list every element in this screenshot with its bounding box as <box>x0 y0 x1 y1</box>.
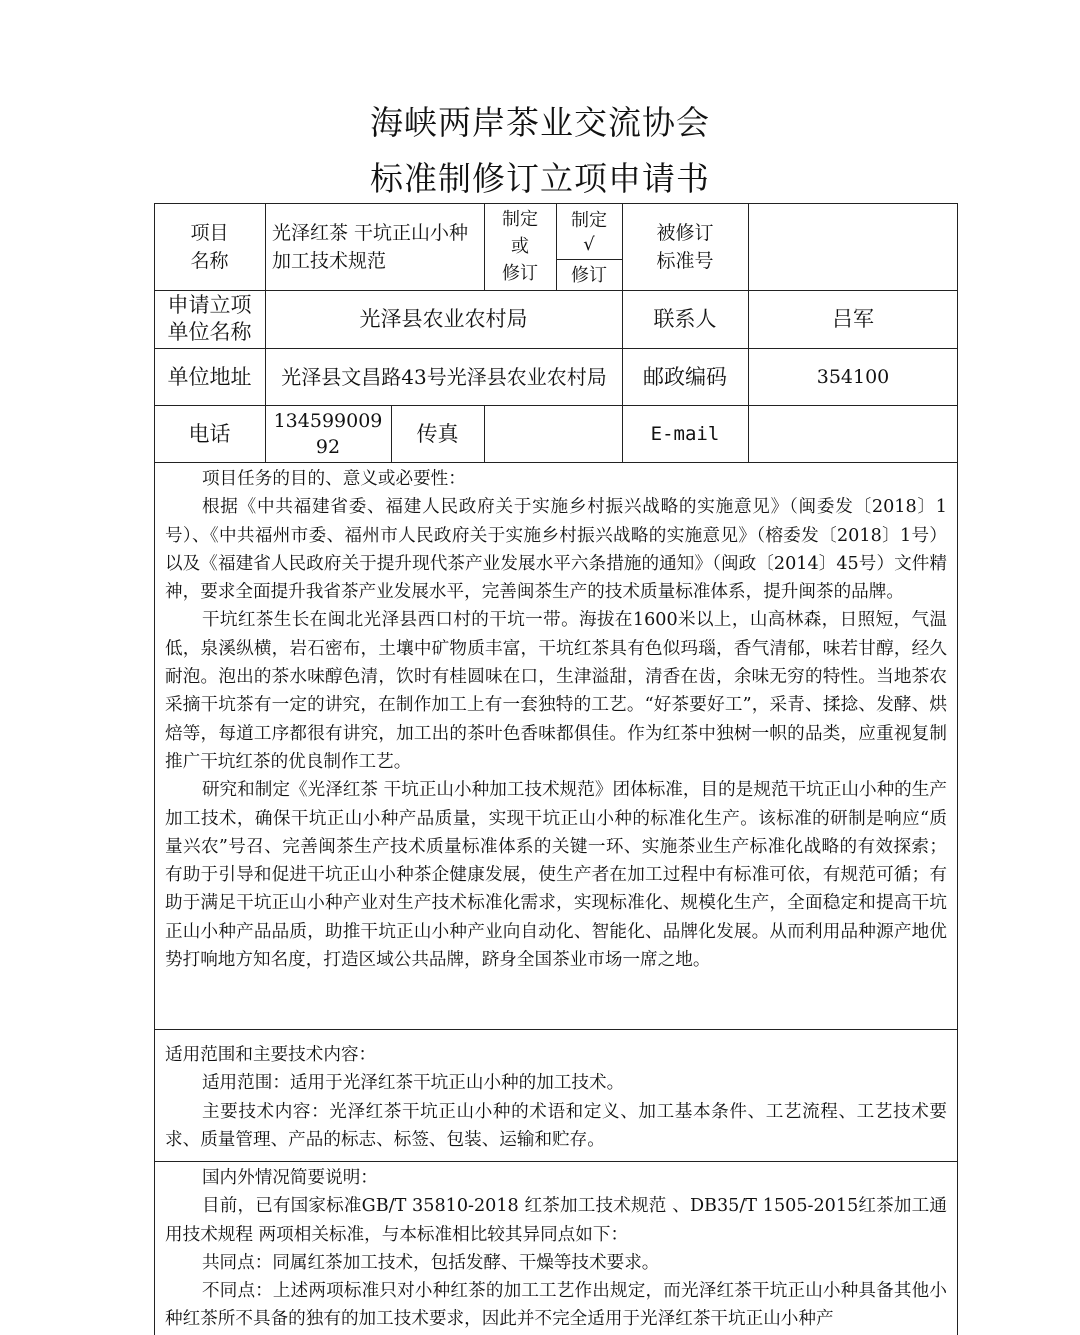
address-label: 单位地址 <box>167 364 252 389</box>
document-title-line-2: 标准制修订立项申请书 <box>370 159 710 198</box>
fax-value <box>484 405 622 462</box>
section-heading: 项目任务的目的、意义或必要性： <box>201 469 466 489</box>
label-line: 被修订 <box>656 221 714 244</box>
contact-label: 联系人 <box>653 307 717 331</box>
email-label: E-mail <box>650 422 720 445</box>
fax-label: 传真 <box>416 421 459 446</box>
revised-standard-label <box>622 203 748 290</box>
paragraph: 目前，已有国家标准GB/T 35810-2018 红茶加工技术规范 、DB35/T 1505-2015红茶加工通用技术规程 两项相关标准，与本标准相比较其异同点如下： <box>165 1196 947 1245</box>
email-value <box>748 405 958 462</box>
paragraph: 适用范围：适用于光泽红茶干坑正山小种的加工技术。 <box>201 1073 625 1094</box>
applicant-label <box>154 290 265 348</box>
contact-value: 吕军 <box>832 307 874 331</box>
paragraph: 主要技术内容：光泽红茶干坑正山小种的术语和定义、加工基本条件、工艺流程、工艺技术要求、质量管理、产品的标志、标签、包装、运输和贮存。 <box>165 1101 947 1150</box>
label-line: 或 <box>511 236 529 257</box>
phone-line: 134599009 <box>273 409 383 432</box>
postcode-label: 邮政编码 <box>643 364 727 389</box>
label-line: 修订 <box>502 263 538 284</box>
checkmark: √ <box>583 233 595 255</box>
phone-line: 92 <box>315 435 341 458</box>
paragraph: 共同点：同属红茶加工技术，包括发酵、干燥等技术要求。 <box>201 1252 660 1273</box>
project-name-label <box>154 203 265 290</box>
phone-label: 电话 <box>188 421 231 446</box>
section-heading: 国内外情况简要说明： <box>201 1168 378 1188</box>
table-rule <box>154 1161 958 1162</box>
domestic-foreign-status-section <box>165 1164 947 1334</box>
type-option-revise: 修订 <box>571 264 607 286</box>
type-option-establish: 制定 <box>571 209 607 231</box>
purpose-section <box>165 465 947 974</box>
table-rule <box>154 1029 958 1030</box>
phone-value <box>265 405 391 462</box>
label-line: 申请立项 <box>167 293 252 317</box>
label-line: 制定 <box>502 209 538 230</box>
project-name-value: 光泽红茶 干坑正山小种加工技术规范 <box>272 221 469 272</box>
section-heading: 适用范围和主要技术内容： <box>165 1045 377 1065</box>
paragraph: 研究和制定《光泽红茶 干坑正山小种加工技术规范》团体标准，目的是规范干坑正山小种的生产加工技术，确保干坑正山小种产品质量，实现干坑正山小种的标准化生产。该标准的研制是响应“质量兴农”号召、完善闽茶生产技术质量标准体系的关键一环、实施茶业生产标准化战略的有效探索；有助于引导和促进干坑正山小种茶企健康发展，使生产者在加工过程中有标准可依，有规范可循；有助于满足干坑正山小种产业对生产技术标准化需求，实现标准化、规模化生产，全面稳定和提高干坑正山小种产品品质，助推干坑正山小种产业向自动化、智能化、品牌化发展。从而利用品种源产地优势打响地方知名度，打造区域公共品牌，跻身全国茶业市场一席之地。 <box>165 780 947 971</box>
type-label <box>484 203 556 290</box>
scope-section <box>165 1041 947 1154</box>
paragraph: 不同点：上述两项标准只对小种红茶的加工工艺作出规定，而光泽红茶干坑正山小种具备其他小种红茶所不具备的独有的加工技术要求，因此并不完全适用于光泽红茶干坑正山小种产 <box>165 1281 947 1330</box>
paragraph: 干坑红茶生长在闽北光泽县西口村的干坑一带。海拔在1600米以上，山高林森，日照短，气温低，泉溪纵横，岩石密布，土壤中矿物质丰富，干坑红茶具有色似玛瑙，香气清郁，味若甘醇，经久耐泡。泡出的茶水味醇色清，饮时有桂圆味在口，生津溢甜，清香在齿，余味无穷的特性。当地茶农采摘干坑茶有一定的讲究，在制作加工上有一套独特的工艺。“好茶要好工”，采青、揉捻、发酵、烘焙等，每道工序都很有讲究，加工出的茶叶色香味都俱佳。作为红茶中独树一帜的品类，应重视复制推广干坑红茶的优良制作工艺。 <box>165 610 947 772</box>
table-rule <box>154 462 958 463</box>
document-title-line-1: 海峡两岸茶业交流协会 <box>370 103 710 142</box>
revised-standard-value <box>748 203 958 290</box>
label-line: 单位名称 <box>167 320 252 344</box>
type-value <box>556 203 622 259</box>
label-line: 标准号 <box>656 249 714 272</box>
label-line: 名称 <box>190 249 229 272</box>
postcode-value: 354100 <box>816 365 890 388</box>
applicant-value: 光泽县农业农村局 <box>359 307 528 331</box>
address-value: 光泽县文昌路43号光泽县农业农村局 <box>281 364 607 389</box>
label-line: 项目 <box>190 221 229 244</box>
paragraph: 根据《中共福建省委、福建人民政府关于实施乡村振兴战略的实施意见》（闽委发〔2018〕1号）、《中共福州市委、福州市人民政府关于实施乡村振兴战略的实施意见》（榕委发〔2018〕1号）以及《福建省人民政府关于提升现代茶产业发展水平六条措施的通知》（闽政〔2014〕45号）文件精神，要求全面提升我省茶产业发展水平，完善闽茶生产的技术质量标准体系，提升闽茶的品牌。 <box>165 497 947 603</box>
